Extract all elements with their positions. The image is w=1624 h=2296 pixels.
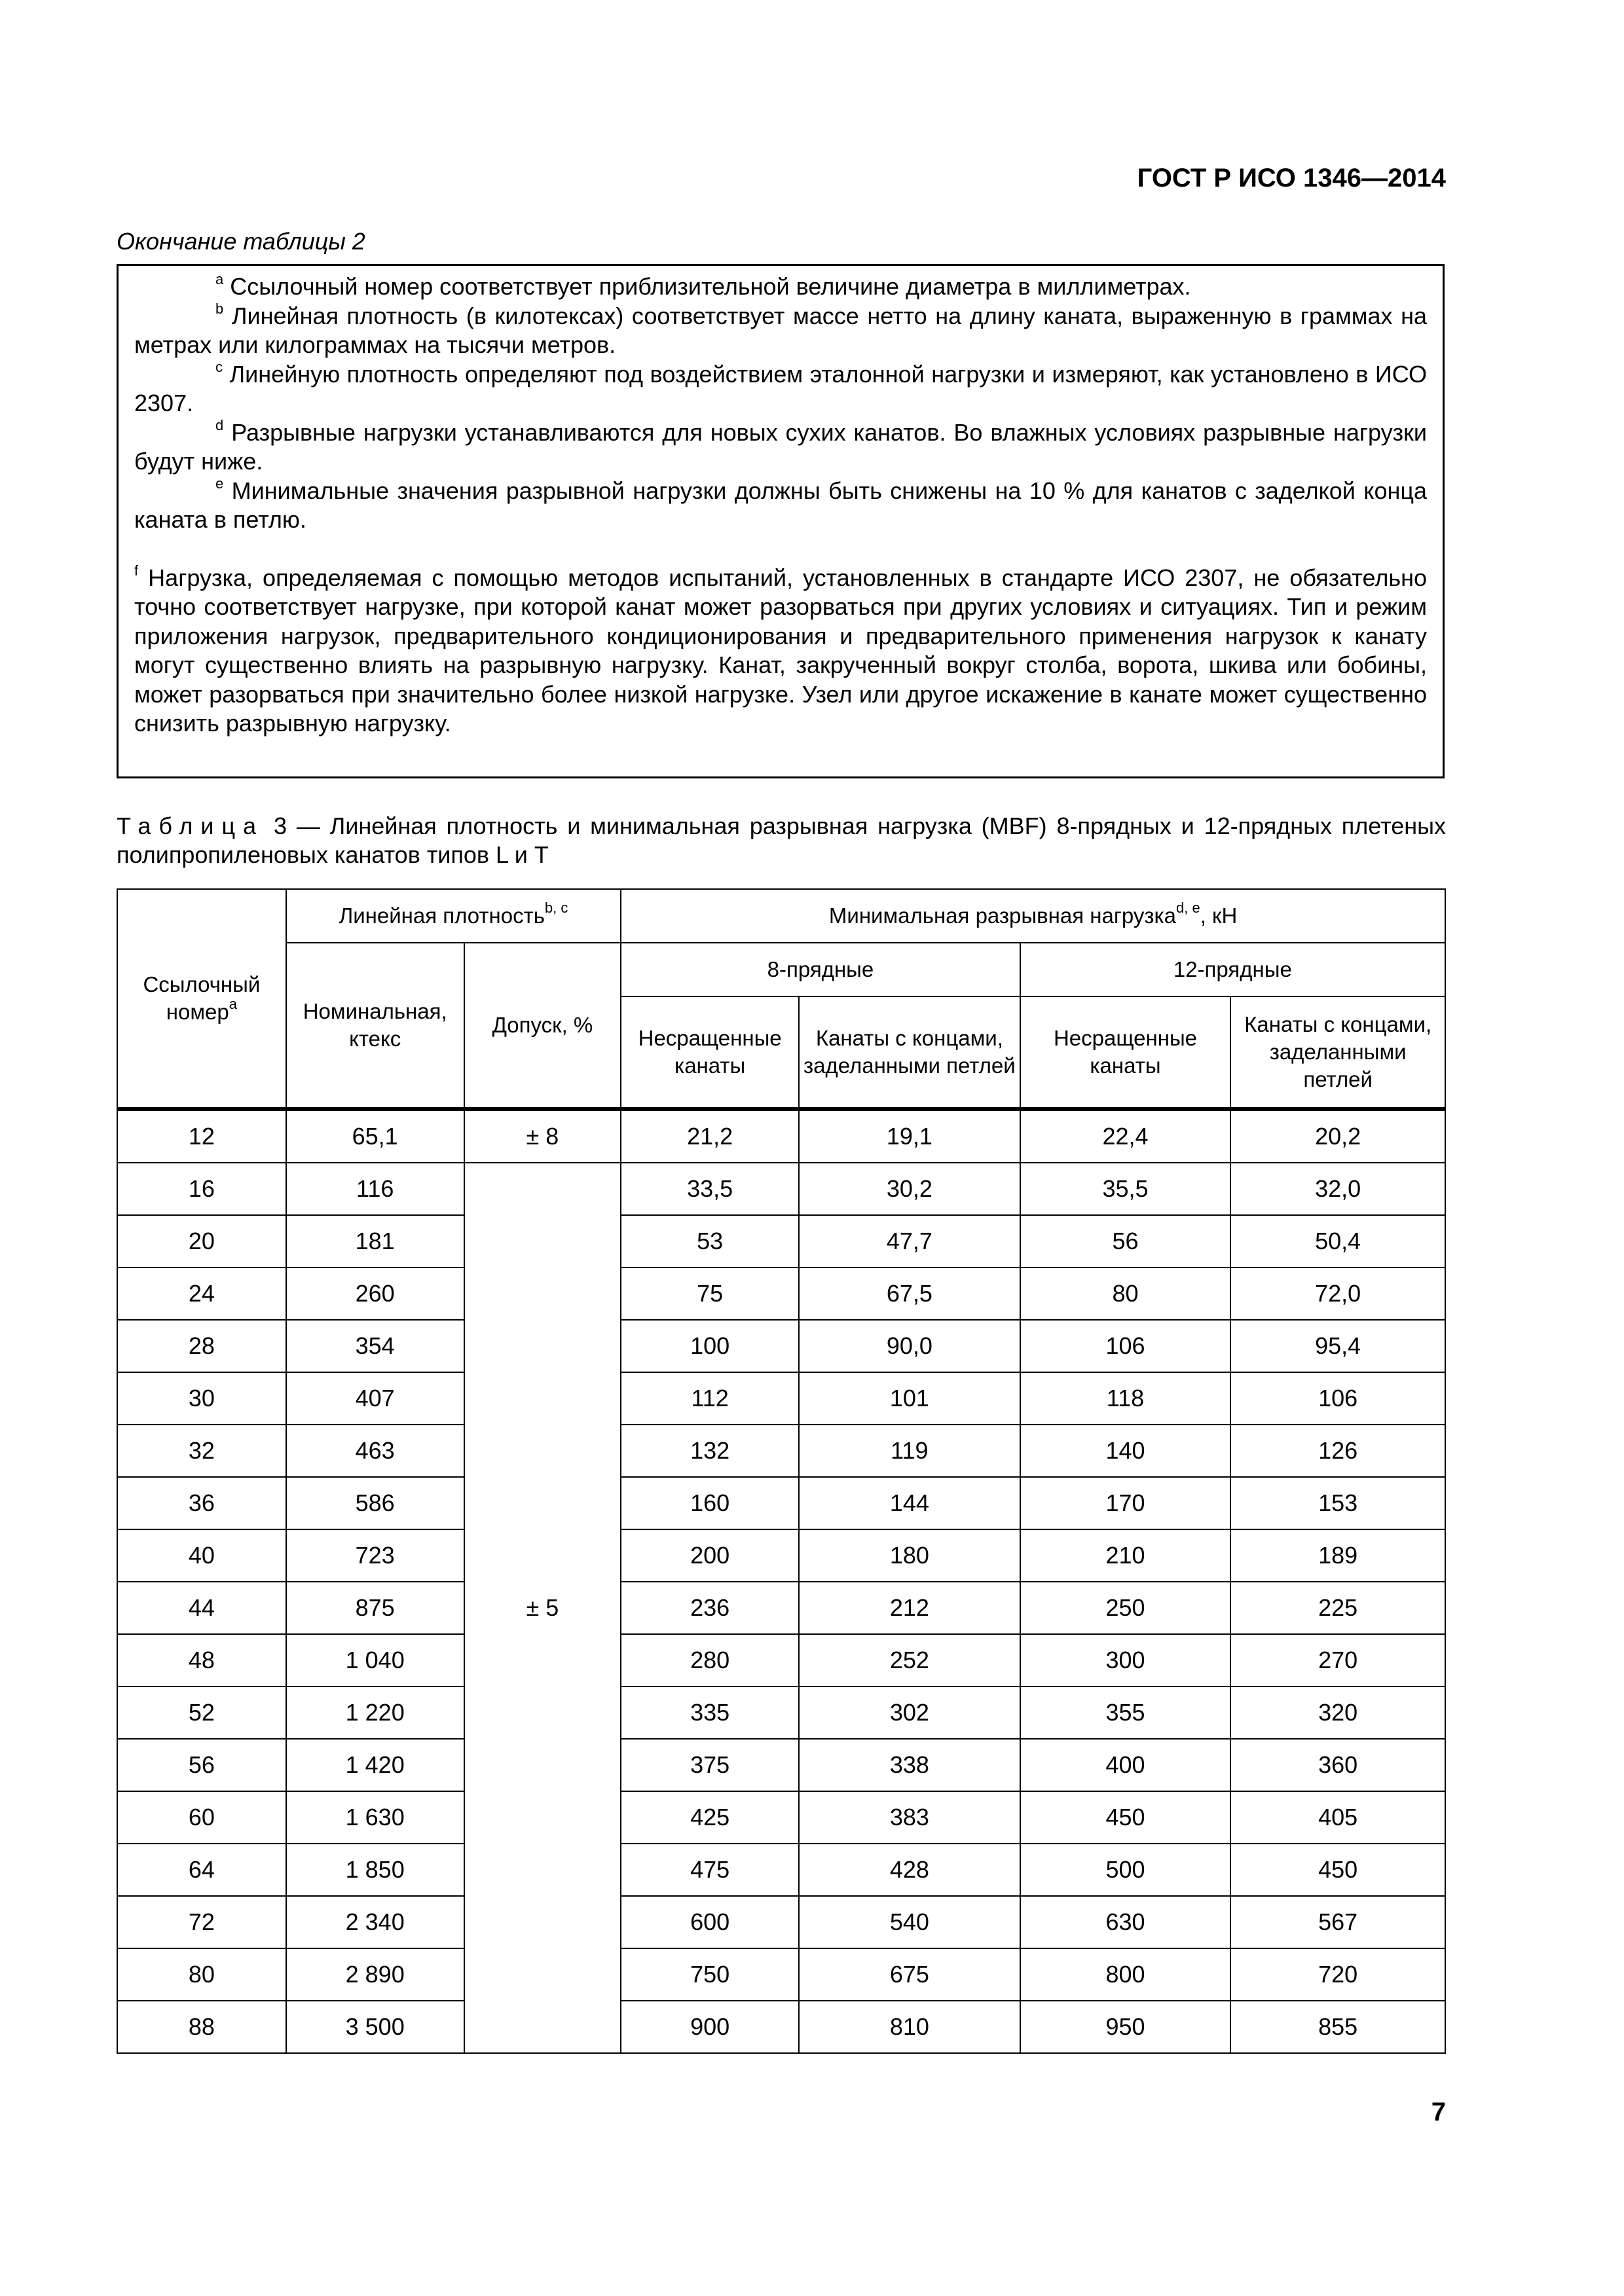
cell-ref: 80: [117, 1948, 286, 2001]
footnote-mark: e: [215, 475, 224, 492]
cell-8-spliced: 302: [799, 1686, 1020, 1739]
cell-density: 354: [286, 1320, 464, 1372]
table-row: [117, 1582, 1445, 1634]
header-8-unspliced: Несращенные канаты: [621, 996, 799, 1109]
table-row: [117, 1163, 1445, 1215]
cell-8-unspliced: 425: [621, 1791, 799, 1844]
footnote-e: [134, 477, 1427, 535]
cell-8-spliced: 675: [799, 1948, 1020, 2001]
cell-density: 1 040: [286, 1634, 464, 1686]
cell-8-unspliced: 600: [621, 1896, 799, 1948]
cell-ref: 12: [117, 1109, 286, 1163]
footnote-text: Линейная плотность (в килотексах) соответствует массе нетто на длину каната, выраженную в граммах на метрах или килограммах на тысячи метров.: [134, 302, 1427, 358]
footnote-mark: c: [215, 358, 223, 375]
cell-8-unspliced: 375: [621, 1739, 799, 1791]
cell-12-unspliced: 118: [1020, 1372, 1231, 1425]
cell-density: 3 500: [286, 2001, 464, 2053]
cell-density: 463: [286, 1425, 464, 1477]
cell-8-unspliced: 900: [621, 2001, 799, 2053]
footnote-mark: a: [215, 271, 224, 287]
cell-tolerance: ± 5: [464, 1163, 621, 2053]
header-8-strand: 8-прядные: [621, 943, 1020, 996]
cell-ref: 28: [117, 1320, 286, 1372]
cell-12-spliced: 72,0: [1230, 1267, 1445, 1320]
cell-8-spliced: 252: [799, 1634, 1020, 1686]
cell-8-spliced: 101: [799, 1372, 1020, 1425]
header-nominal: Номинальная, ктекс: [286, 943, 464, 1109]
cell-8-spliced: 428: [799, 1844, 1020, 1896]
cell-12-unspliced: 22,4: [1020, 1109, 1231, 1163]
cell-8-unspliced: 33,5: [621, 1163, 799, 1215]
cell-12-unspliced: 355: [1020, 1686, 1231, 1739]
cell-12-unspliced: 400: [1020, 1739, 1231, 1791]
cell-8-unspliced: 132: [621, 1425, 799, 1477]
cell-ref: 48: [117, 1634, 286, 1686]
table-row: [117, 1372, 1445, 1425]
header-linear-density: Линейная плотность$^{b, c}$: [286, 889, 621, 943]
table-row: [117, 1215, 1445, 1267]
table-row: [117, 1425, 1445, 1477]
cell-8-unspliced: 236: [621, 1582, 799, 1634]
table-row: [117, 1267, 1445, 1320]
table-row: [117, 1739, 1445, 1791]
cell-8-spliced: 67,5: [799, 1267, 1020, 1320]
table-row: [117, 1844, 1445, 1896]
header-ref-number: Ссылочный номер$^a$: [117, 889, 286, 1109]
cell-ref: 16: [117, 1163, 286, 1215]
table-2-footnotes: [117, 264, 1445, 778]
cell-8-unspliced: 75: [621, 1267, 799, 1320]
cell-ref: 52: [117, 1686, 286, 1739]
caption-text: 3 — Линейная плотность и минимальная разрывная нагрузка (MBF) 8-прядных и 12-прядных плетеных полипропиленовых канатов типов L и T: [117, 812, 1446, 868]
table-row: [117, 2001, 1445, 2053]
cell-12-unspliced: 300: [1020, 1634, 1231, 1686]
table-row: [117, 1686, 1445, 1739]
cell-12-unspliced: 500: [1020, 1844, 1231, 1896]
page-number: 7: [1431, 2098, 1446, 2126]
cell-12-spliced: 153: [1230, 1477, 1445, 1529]
cell-density: 1 420: [286, 1739, 464, 1791]
cell-8-unspliced: 160: [621, 1477, 799, 1529]
cell-12-unspliced: 35,5: [1020, 1163, 1231, 1215]
cell-density: 2 340: [286, 1896, 464, 1948]
header-mbf-unit: , кН: [1200, 903, 1238, 928]
cell-12-unspliced: 140: [1020, 1425, 1231, 1477]
standard-header: ГОСТ Р ИСО 1346—2014: [1137, 164, 1446, 192]
cell-8-unspliced: 21,2: [621, 1109, 799, 1163]
cell-12-spliced: 450: [1230, 1844, 1445, 1896]
cell-ref: 40: [117, 1529, 286, 1582]
table-3-caption: [117, 812, 1446, 869]
cell-12-spliced: 320: [1230, 1686, 1445, 1739]
header-mark: b, c: [544, 900, 568, 916]
cell-12-unspliced: 950: [1020, 2001, 1231, 2053]
cell-ref: 32: [117, 1425, 286, 1477]
cell-density: 407: [286, 1372, 464, 1425]
header-8-spliced: Канаты с концами, заделанными петлей: [799, 996, 1020, 1109]
cell-8-spliced: 212: [799, 1582, 1020, 1634]
cell-density: 723: [286, 1529, 464, 1582]
caption-label: Таблица: [117, 812, 265, 839]
cell-12-spliced: 855: [1230, 2001, 1445, 2053]
table-3: [117, 888, 1446, 2054]
cell-8-spliced: 383: [799, 1791, 1020, 1844]
cell-8-spliced: 144: [799, 1477, 1020, 1529]
cell-8-spliced: 90,0: [799, 1320, 1020, 1372]
footnote-f: [134, 564, 1427, 738]
header-12-unspliced: Несращенные канаты: [1020, 996, 1231, 1109]
footnote-d: [134, 418, 1427, 477]
cell-8-spliced: 810: [799, 2001, 1020, 2053]
cell-12-unspliced: 170: [1020, 1477, 1231, 1529]
header-mark: d, e: [1176, 900, 1200, 916]
cell-density: 1 630: [286, 1791, 464, 1844]
footnote-a: [134, 272, 1427, 302]
cell-density: 116: [286, 1163, 464, 1215]
cell-ref: 88: [117, 2001, 286, 2053]
table-row: [117, 1896, 1445, 1948]
cell-tolerance: ± 8: [464, 1109, 621, 1163]
footnote-text: Минимальные значения разрывной нагрузки должны быть снижены на 10 % для канатов с заделкой конца каната в петлю.: [134, 477, 1427, 533]
cell-ref: 36: [117, 1477, 286, 1529]
cell-density: 181: [286, 1215, 464, 1267]
cell-12-spliced: 50,4: [1230, 1215, 1445, 1267]
cell-density: 586: [286, 1477, 464, 1529]
cell-density: 260: [286, 1267, 464, 1320]
table-row: [117, 1529, 1445, 1582]
cell-8-unspliced: 335: [621, 1686, 799, 1739]
cell-ref: 30: [117, 1372, 286, 1425]
cell-12-unspliced: 210: [1020, 1529, 1231, 1582]
cell-12-spliced: 126: [1230, 1425, 1445, 1477]
cell-12-unspliced: 450: [1020, 1791, 1231, 1844]
footnote-mark: b: [215, 300, 224, 317]
header-mark: a: [229, 996, 237, 1012]
cell-12-unspliced: 80: [1020, 1267, 1231, 1320]
cell-8-spliced: 47,7: [799, 1215, 1020, 1267]
cell-density: 1 850: [286, 1844, 464, 1896]
cell-8-spliced: 338: [799, 1739, 1020, 1791]
table-row: [117, 1948, 1445, 2001]
cell-ref: 72: [117, 1896, 286, 1948]
cell-12-spliced: 106: [1230, 1372, 1445, 1425]
cell-8-unspliced: 53: [621, 1215, 799, 1267]
cell-12-spliced: 20,2: [1230, 1109, 1445, 1163]
cell-8-unspliced: 200: [621, 1529, 799, 1582]
cell-density: 2 890: [286, 1948, 464, 2001]
cell-12-unspliced: 106: [1020, 1320, 1231, 1372]
cell-ref: 56: [117, 1739, 286, 1791]
cell-ref: 64: [117, 1844, 286, 1896]
cell-ref: 20: [117, 1215, 286, 1267]
cell-8-unspliced: 100: [621, 1320, 799, 1372]
cell-12-spliced: 270: [1230, 1634, 1445, 1686]
footnote-text: Разрывные нагрузки устанавливаются для новых сухих канатов. Во влажных условиях разрывные нагрузки будут ниже.: [134, 418, 1427, 475]
cell-12-spliced: 32,0: [1230, 1163, 1445, 1215]
cell-ref: 24: [117, 1267, 286, 1320]
cell-density: 1 220: [286, 1686, 464, 1739]
table-row: [117, 1634, 1445, 1686]
cell-12-spliced: 360: [1230, 1739, 1445, 1791]
footnote-mark: f: [134, 562, 139, 579]
table-row: [117, 1109, 1445, 1163]
cell-12-spliced: 95,4: [1230, 1320, 1445, 1372]
cell-8-spliced: 119: [799, 1425, 1020, 1477]
header-mbf: Минимальная разрывная нагрузка$^{d, e}$, кН: [621, 889, 1445, 943]
cell-12-spliced: 225: [1230, 1582, 1445, 1634]
table-body: [117, 1109, 1445, 2053]
cell-12-spliced: 567: [1230, 1896, 1445, 1948]
cell-8-unspliced: 475: [621, 1844, 799, 1896]
cell-12-unspliced: 56: [1020, 1215, 1231, 1267]
footnote-b: [134, 302, 1427, 360]
cell-ref: 60: [117, 1791, 286, 1844]
cell-density: 875: [286, 1582, 464, 1634]
footnote-c: [134, 360, 1427, 418]
cell-12-spliced: 720: [1230, 1948, 1445, 2001]
cell-12-unspliced: 630: [1020, 1896, 1231, 1948]
cell-12-spliced: 189: [1230, 1529, 1445, 1582]
cell-8-unspliced: 280: [621, 1634, 799, 1686]
footnote-text: Нагрузка, определяемая с помощью методов испытаний, установленных в стандарте ИСО 2307, не обязательно точно соответствует нагрузке, при которой канат может разорваться при других условиях и ситуациях. Тип и режим приложения нагрузок, предварительного кондиционирования и предварительного применения нагрузок к канату могут существенно влиять на разрывную нагрузку. Канат, закрученный вокруг столба, ворота, шкива или бобины, может разорваться при значительно более низкой нагрузке. Узел или другое искажение в канате может существенно снизить разрывную нагрузку.: [134, 564, 1427, 737]
cell-8-unspliced: 750: [621, 1948, 799, 2001]
cell-8-unspliced: 112: [621, 1372, 799, 1425]
table-row: [117, 1477, 1445, 1529]
header-12-strand: 12-прядные: [1020, 943, 1445, 996]
footnote-text: Линейную плотность определяют под воздействием эталонной нагрузки и измеряют, как установлено в ИСО 2307.: [134, 360, 1427, 416]
cell-8-spliced: 180: [799, 1529, 1020, 1582]
cell-8-spliced: 30,2: [799, 1163, 1020, 1215]
table-continuation-label: Окончание таблицы 2: [117, 228, 365, 255]
cell-12-unspliced: 250: [1020, 1582, 1231, 1634]
cell-density: 65,1: [286, 1109, 464, 1163]
table-row: [117, 1320, 1445, 1372]
cell-12-unspliced: 800: [1020, 1948, 1231, 2001]
cell-8-spliced: 19,1: [799, 1109, 1020, 1163]
footnote-mark: d: [215, 416, 224, 433]
footnote-text: Ссылочный номер соответствует приблизительной величине диаметра в миллиметрах.: [230, 273, 1191, 300]
cell-12-spliced: 405: [1230, 1791, 1445, 1844]
header-tolerance: Допуск, %: [464, 943, 621, 1109]
table-row: [117, 1791, 1445, 1844]
cell-ref: 44: [117, 1582, 286, 1634]
header-12-spliced: Канаты с концами, заделанными петлей: [1230, 996, 1445, 1109]
cell-8-spliced: 540: [799, 1896, 1020, 1948]
